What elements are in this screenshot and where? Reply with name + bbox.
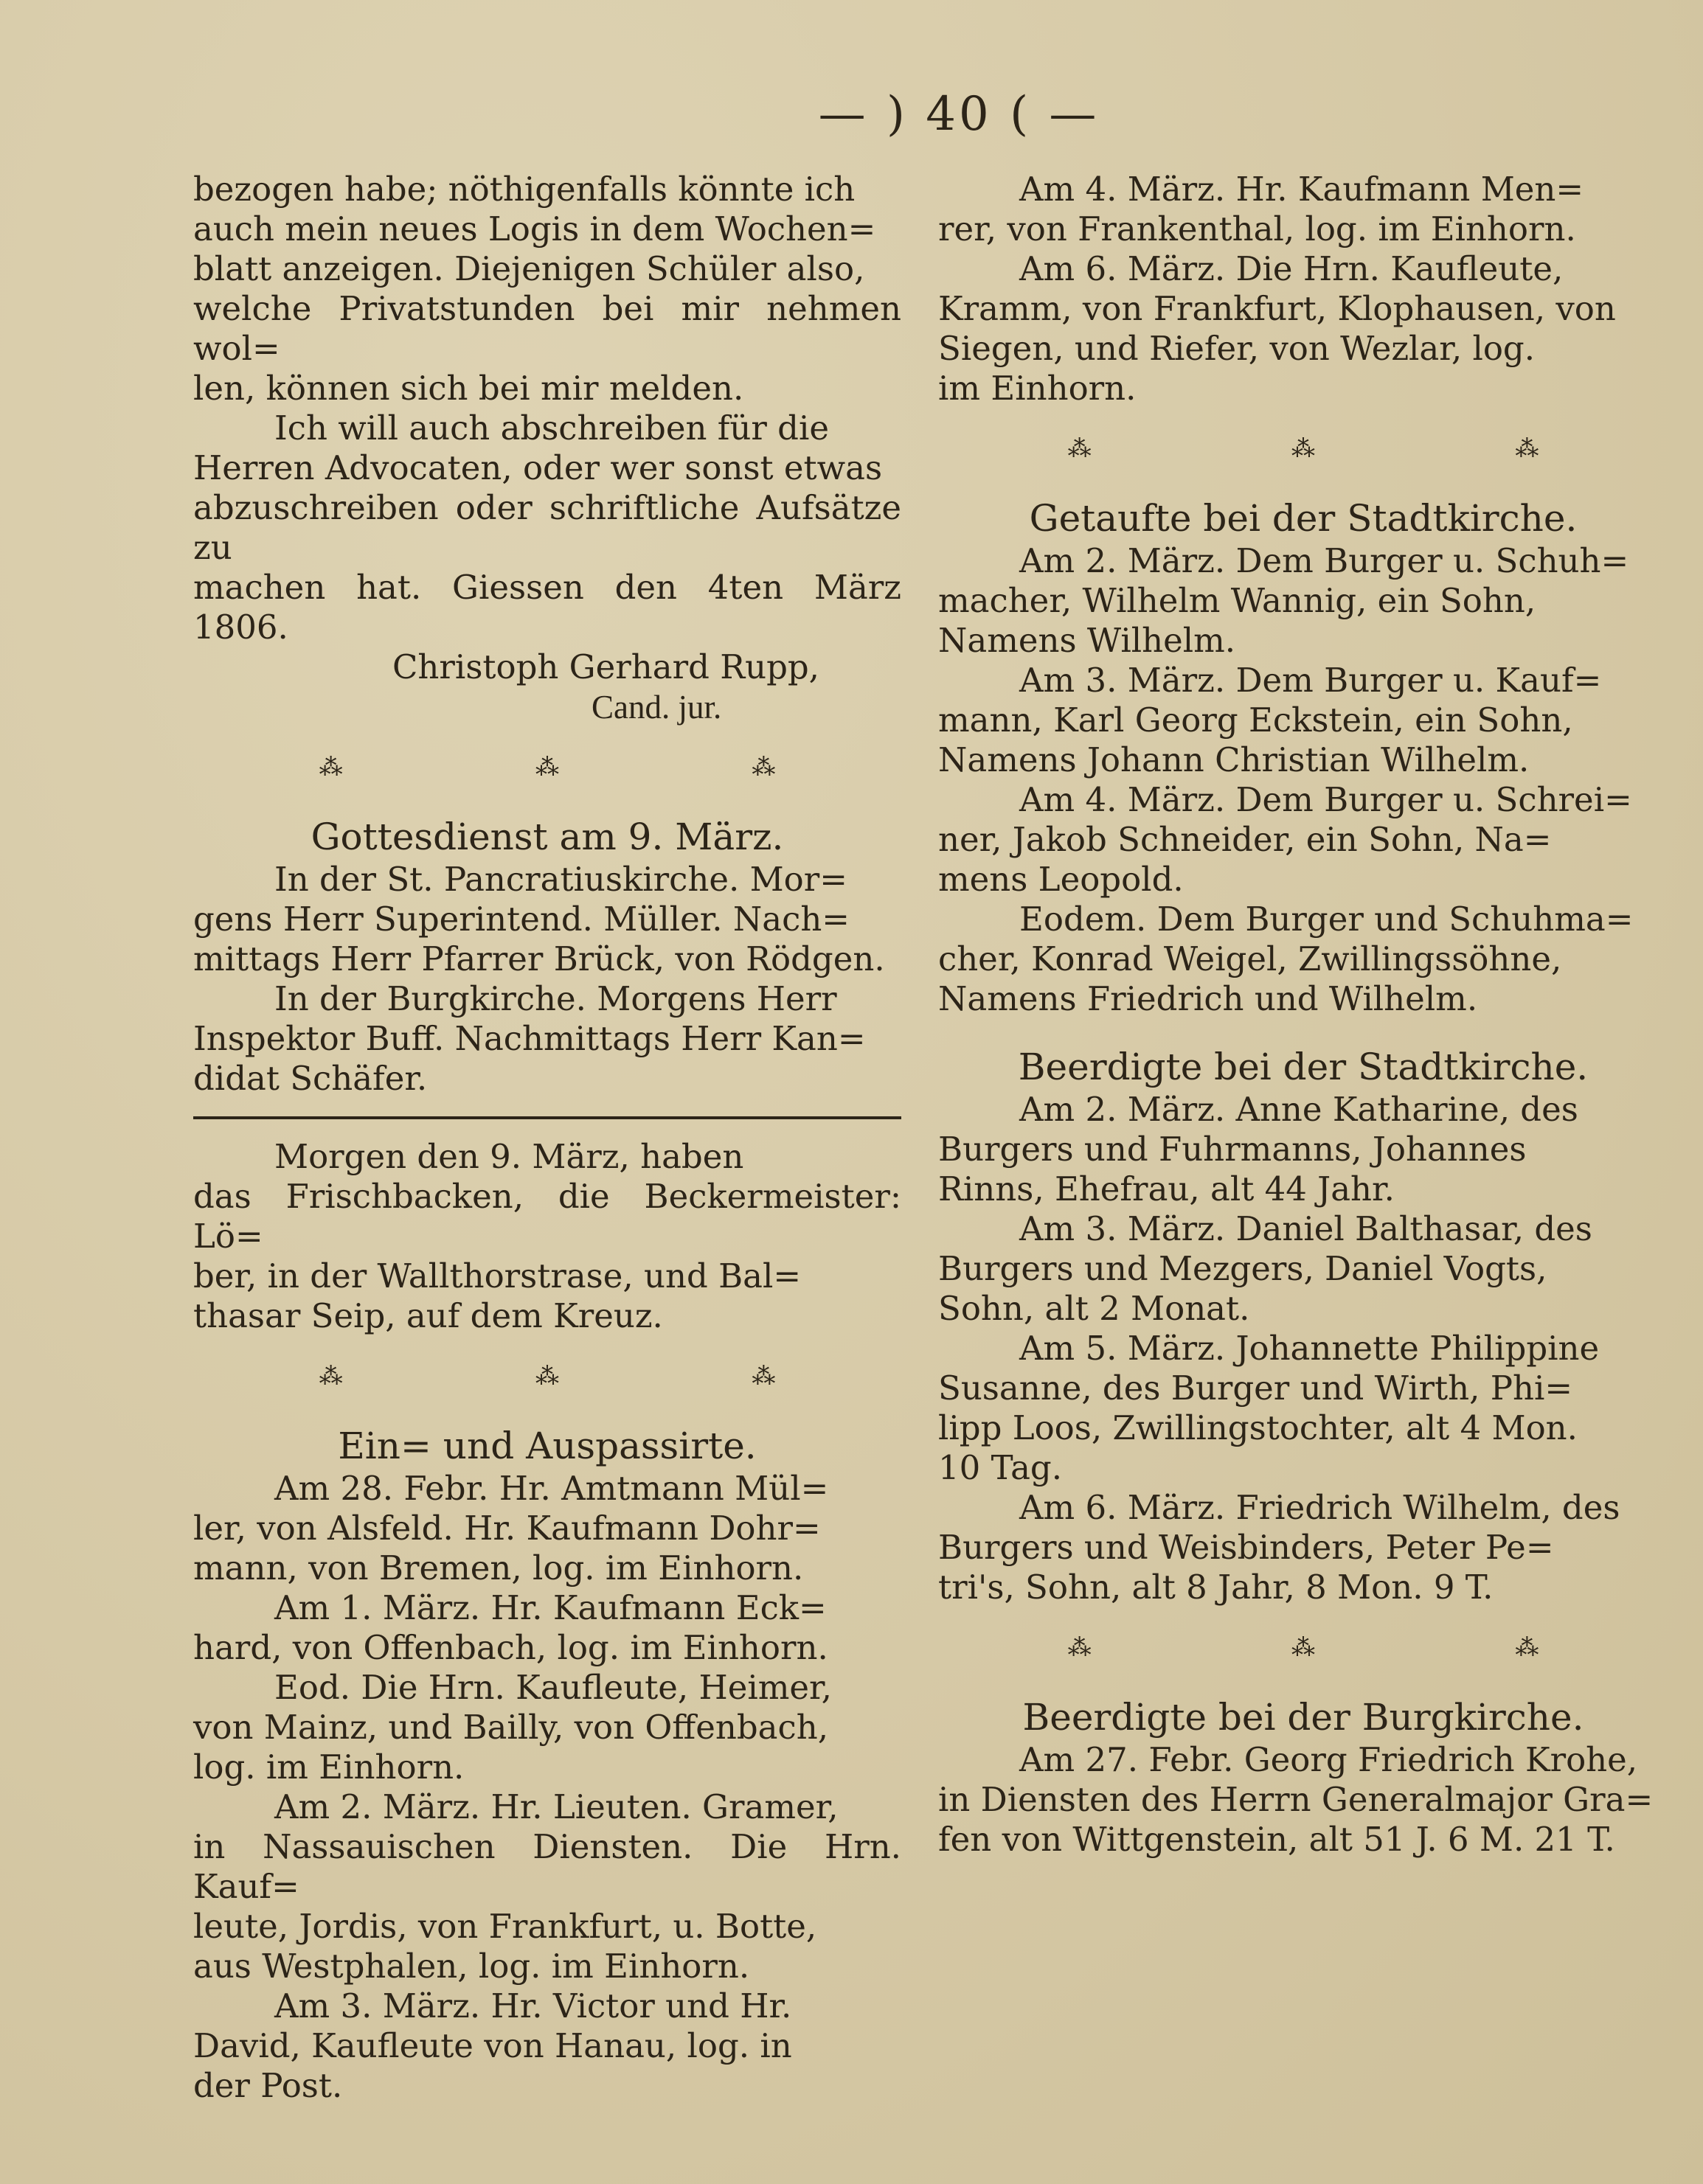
asterism-icon: ⁂ — [319, 753, 343, 781]
text-line: welche Privatstunden bei mir nehmen wol= — [193, 289, 901, 368]
text-line: cher, Konrad Weigel, Zwillingssöhne, — [938, 939, 1562, 978]
text-line: fen von Wittgenstein, alt 51 J. 6 M. 21 T. — [938, 1820, 1615, 1859]
text-line: machen hat. Giessen den 4ten März 1806. — [193, 568, 901, 647]
asterism-icon: ⁂ — [1291, 1633, 1315, 1661]
burials-castle-section — [938, 1694, 1668, 1860]
text-line: 10 Tag. — [938, 1448, 1063, 1487]
rupp-notice — [193, 170, 901, 727]
text-line: Am 28. Febr. Hr. Amtmann Mül= — [274, 1469, 829, 1508]
text-line: von Mainz, und Bailly, von Offenbach, — [193, 1708, 828, 1747]
text-line: Ich will auch abschreiben für die — [274, 408, 830, 448]
text-line: In der St. Pancratiuskirche. Mor= — [274, 860, 847, 899]
text-line: log. im Einhorn. — [193, 1747, 465, 1787]
asterism-icon: ⁂ — [1291, 434, 1315, 462]
signature-title: Cand. jur. — [592, 689, 722, 726]
text-line: Siegen, und Riefer, von Wezlar, log. — [938, 329, 1536, 368]
text-line: hard, von Offenbach, log. im Einhorn. — [193, 1628, 828, 1667]
divider — [193, 1116, 901, 1119]
text-line: das Frischbacken, die Beckermeister: Lö= — [193, 1177, 901, 1256]
text-line: Am 3. März. Dem Burger u. Kauf= — [1019, 661, 1602, 700]
burials-city-section — [938, 1044, 1668, 1607]
text-line: didat Schäfer. — [193, 1059, 428, 1098]
text-line: Am 4. März. Hr. Kaufmann Men= — [1019, 170, 1584, 209]
text-line: Am 3. März. Hr. Victor und Hr. — [274, 1986, 792, 2025]
text-line: Am 6. März. Friedrich Wilhelm, des — [1019, 1488, 1620, 1527]
asterism-icon: ⁂ — [752, 753, 776, 781]
travellers-section — [193, 1423, 901, 2106]
section-heading: Getaufte bei der Stadtkirche. — [1029, 497, 1578, 540]
text-line: macher, Wilhelm Wannig, ein Sohn, — [938, 581, 1536, 620]
section-heading: Gottesdienst am 9. März. — [311, 815, 784, 858]
text-line: Am 6. März. Die Hrn. Kaufleute, — [1019, 249, 1564, 288]
section-heading: Beerdigte bei der Burgkirche. — [1022, 1696, 1584, 1739]
section-heading: Beerdigte bei der Stadtkirche. — [1018, 1046, 1589, 1088]
page-number: — ) 40 ( — — [818, 87, 1100, 142]
text-line: im Einhorn. — [938, 369, 1137, 408]
text-line: mens Leopold. — [938, 860, 1184, 899]
text-line: aus Westphalen, log. im Einhorn. — [193, 1947, 750, 1986]
text-line: leute, Jordis, von Frankfurt, u. Botte, — [193, 1907, 817, 1946]
text-line: Am 4. März. Dem Burger u. Schrei= — [1019, 780, 1632, 819]
text-line: Am 5. März. Johannette Philippine — [1019, 1329, 1600, 1368]
left-column — [193, 170, 901, 2106]
text-line: in Nassauischen Diensten. Die Hrn. Kauf= — [193, 1827, 901, 1906]
text-line: ler, von Alsfeld. Hr. Kaufmann Dohr= — [193, 1509, 821, 1548]
text-line: ner, Jakob Schneider, ein Sohn, Na= — [938, 820, 1552, 859]
text-line: Herren Advocaten, oder wer sonst etwas — [193, 448, 883, 487]
text-line: Namens Johann Christian Wilhelm. — [938, 740, 1530, 779]
text-line: David, Kaufleute von Hanau, log. in — [193, 2026, 792, 2065]
baking-notice — [193, 1137, 901, 1336]
asterism-icon: ⁂ — [1515, 1633, 1539, 1661]
text-line: Morgen den 9. März, haben — [274, 1137, 744, 1176]
text-line: rer, von Frankenthal, log. im Einhorn. — [938, 209, 1576, 248]
text-line: Namens Wilhelm. — [938, 621, 1236, 660]
text-line: In der Burgkirche. Morgens Herr — [274, 979, 837, 1018]
text-line: lipp Loos, Zwillingstochter, alt 4 Mon. — [938, 1408, 1578, 1447]
text-line: Am 2. März. Dem Burger u. Schuh= — [1019, 541, 1629, 580]
text-line: Am 3. März. Daniel Balthasar, des — [1019, 1209, 1592, 1248]
text-line: thasar Seip, auf dem Kreuz. — [193, 1296, 663, 1335]
text-line: Burgers und Weisbinders, Peter Pe= — [938, 1528, 1554, 1567]
text-line: Am 27. Febr. Georg Friedrich Krohe, — [1019, 1740, 1638, 1779]
asterism-icon: ⁂ — [319, 1362, 343, 1390]
star-ornament — [223, 752, 872, 782]
star-ornament — [223, 1361, 872, 1391]
text-line: ber, in der Wallthorstrase, und Bal= — [193, 1256, 802, 1296]
asterism-icon: ⁂ — [535, 753, 559, 781]
text-line: gens Herr Superintend. Müller. Nach= — [193, 900, 850, 939]
text-line: Inspektor Buff. Nachmittags Herr Kan= — [193, 1019, 866, 1058]
text-line: auch mein neues Logis in dem Wochen= — [193, 209, 876, 248]
text-line: abzuschreiben oder schriftliche Aufsätze zu — [193, 488, 901, 567]
spacer — [938, 1019, 1668, 1044]
section-heading: Ein= und Auspassirte. — [338, 1425, 757, 1467]
text-line: mann, von Bremen, log. im Einhorn. — [193, 1548, 804, 1587]
signature: Christoph Gerhard Rupp, — [392, 647, 819, 686]
right-column — [938, 170, 1668, 1860]
asterism-icon: ⁂ — [535, 1362, 559, 1390]
text-line: Am 2. März. Anne Katharine, des — [1019, 1090, 1578, 1129]
asterism-icon: ⁂ — [1067, 434, 1092, 462]
text-line: der Post. — [193, 2066, 343, 2105]
service-section — [193, 814, 901, 1099]
text-line: Kramm, von Frankfurt, Klophausen, von — [938, 289, 1616, 328]
asterism-icon: ⁂ — [752, 1362, 776, 1390]
text-line: Sohn, alt 2 Monat. — [938, 1289, 1250, 1328]
text-line: Am 1. März. Hr. Kaufmann Eck= — [274, 1588, 827, 1627]
text-line: in Diensten des Herrn Generalmajor Gra= — [938, 1780, 1654, 1819]
text-line: bezogen habe; nöthigenfalls könnte ich — [193, 170, 856, 209]
travellers-continued — [938, 170, 1668, 408]
asterism-icon: ⁂ — [1515, 434, 1539, 462]
star-ornament — [968, 434, 1639, 463]
baptisms-section — [938, 495, 1668, 1019]
text-line: mann, Karl Georg Eckstein, ein Sohn, — [938, 700, 1573, 740]
text-line: mittags Herr Pfarrer Brück, von Rödgen. — [193, 939, 885, 978]
text-line: Eod. Die Hrn. Kaufleute, Heimer, — [274, 1668, 832, 1707]
text-line: Burgers und Fuhrmanns, Johannes — [938, 1130, 1527, 1169]
text-line: Rinns, Ehefrau, alt 44 Jahr. — [938, 1169, 1395, 1208]
text-line: blatt anzeigen. Diejenigen Schüler also, — [193, 249, 865, 288]
text-line: Am 2. März. Hr. Lieuten. Gramer, — [274, 1787, 839, 1826]
text-line: len, können sich bei mir melden. — [193, 369, 744, 408]
text-line: tri's, Sohn, alt 8 Jahr, 8 Mon. 9 T. — [938, 1568, 1494, 1607]
text-line: Susanne, des Burger und Wirth, Phi= — [938, 1369, 1573, 1408]
text-line: Eodem. Dem Burger und Schuhma= — [1019, 900, 1634, 939]
text-line: Burgers und Mezgers, Daniel Vogts, — [938, 1249, 1547, 1288]
star-ornament — [968, 1632, 1639, 1662]
asterism-icon: ⁂ — [1067, 1633, 1092, 1661]
text-line: Namens Friedrich und Wilhelm. — [938, 979, 1478, 1018]
